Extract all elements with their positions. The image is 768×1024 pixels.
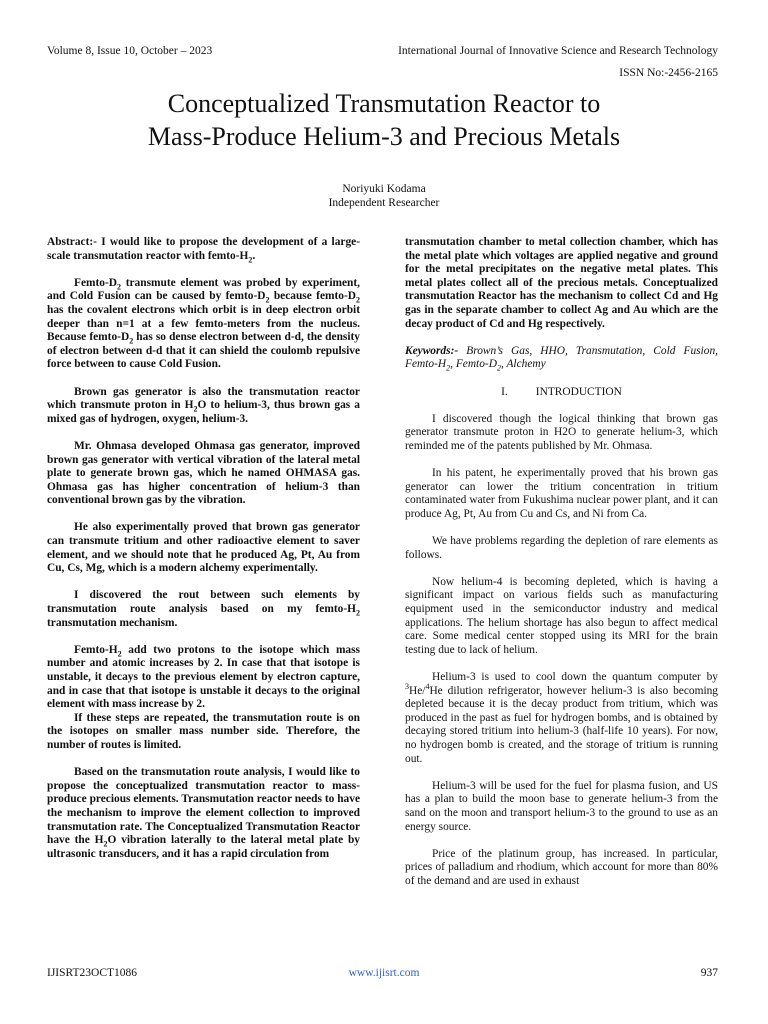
abstract-paragraph: If these steps are repeated, the transmutation route is on the isotopes on smaller mass number side. Therefore, the number of routes is limited. [47,711,360,751]
left-column [47,236,360,875]
body-paragraph: Helium-3 will be used for the fuel for plasma fusion, and US has a plan to build the moon base to generate helium-3 from the sand on the moon and transport helium-3 to the ground to use as an energy source. [405,779,718,833]
keywords-label: Keywords:- [405,344,459,357]
abstract-paragraph: Femto-$D_2$ transmute element was probed by experiment, and Cold Fusion can be caused by femto-$D_2$ because femto-$D_2$ has the covalent electrons which orbit is in deep electron orbit deeper than n=1 at a few femto-meters from the nucleus. Because femto-$D_2$ has so dense electron between d-d, the density of electron between d-d that it can shield the coulomb repulsive force between to cause Cold Fusion. [47,276,360,371]
body-paragraph: Helium-3 is used to cool down the quantum computer by $^3$He/$^4$He dilution refrigerator, however helium-3 is also becoming depleted because it is the decay product from tritium, which was produced in the past as fuel for hydrogen bombs, and is obtained by decaying stored tritium into helium-3 (half-life 10 years). For now, no hydrogen bomb is created, and the storage of tritium is running out. [405,671,718,765]
right-column [405,236,718,902]
section-heading: I. INTRODUCTION [501,385,622,398]
body-paragraph: Now helium-4 is becoming depleted, which is having a significant impact on various fields such as manufacturing equipment used in the semiconductor industry and medical applications. The helium shortage has also begun to affect medical care. Some medical center stopped using its MRI for the brain testing due to lack of helium. [405,575,718,656]
paper-id: IJISRT23OCT1086 [47,967,138,979]
author-affiliation: Independent Researcher [328,197,440,209]
body-paragraph: Price of the platinum group, has increased. In particular, prices of palladium and rhodium, which account for more than 80% of the demand and are used in exhaust [405,847,718,887]
volume-issue: Volume 8, Issue 10, October – 2023 [47,45,213,57]
title-line-2: Mass-Produce Helium-3 and Precious Metals [147,122,621,151]
abstract-paragraph: I discovered the rout between such elements by transmutation route analysis based on my femto-$H_2$ transmutation mechanism. [47,589,360,629]
body-paragraph: In his patent, he experimentally proved that his brown gas generator can lower the tritium concentration in tritium contaminated water from Fukushima nuclear power plant, and it can produce Ag, Pt, Au from Cu and Cs, and Ni from Ca. [405,467,718,520]
body-paragraph: We have problems regarding the depletion of rare elements as follows. [405,535,718,561]
abstract-paragraph: Femto-$H_2$ add two protons to the isotope which mass number and atomic increases by 2. In case that that isotope is unstable, it decays to the previous element by electron capture, and in case that that isotope is unstable it decays to the original element with mass increase by 2. [47,643,360,711]
title-line-1: Conceptualized Transmutation Reactor to [167,89,601,118]
keywords: Keywords:- Brown’s Gas, HHO, Transmutation, Cold Fusion, Femto-$H_2$, Femto-$D_2$, Alchemy [405,344,718,373]
author-name: Noriyuki Kodama [342,183,426,195]
abstract-paragraph: Abstract:- I would like to propose the development of a large-scale transmutation reactor with femto-$H_2$. [47,236,360,264]
abstract-paragraph: He also experimentally proved that brown gas generator can transmute tritium and other radioactive element to saver element, and we should note that he produced Ag, Pt, Au from Cu, Cs, Mg, which is a modern alchemy experimentally. [47,521,360,575]
journal-name: International Journal of Innovative Science and Research Technology [398,45,718,57]
page-number: 937 [700,967,718,979]
issn: ISSN No:-2456-2165 [619,67,718,79]
abstract-paragraph: transmutation chamber to metal collection chamber, which has the metal plate which voltages are applied negative and ground for the metal precipitates on the negative metal plates. This metal plates collect all of the precious metals. Conceptualized transmutation Reactor has the mechanism to collect Cd and Hg gas in the separate chamber to collect Ag and Au which are the decay product of Cd and Hg respectively. [405,236,718,330]
abstract-paragraph: Mr. Ohmasa developed Ohmasa gas generator, improved brown gas generator with vertical vibration of the lateral metal plate to generate brown gas, which he named OHMASA gas. Ohmasa gas has higher concentration of helium-3 than conventional brown gas by the vibration. [47,439,360,507]
paper-title [40,87,728,153]
body-paragraph: I discovered though the logical thinking that brown gas generator transmute proton in H2O to generate helium-3, which reminded me of the patents published by Mr. Ohmasa. [405,412,718,452]
abstract-paragraph: Brown gas generator is also the transmutation reactor which transmute proton in $H_2O$ to helium-3, thus brown gas a mixed gas of hydrogen, oxygen, helium-3. [47,385,360,425]
abstract-paragraph: Based on the transmutation route analysis, I would like to propose the conceptualized transmutation reactor to mass-produce precious elements. Transmutation reactor needs to have the mechanism to improve the element collection to improved transmutation rate. The Conceptualized Transmutation Reactor have the $H_2O$ vibration laterally to the lateral metal plate by ultrasonic transducers, and it has a rapid circulation from [47,766,360,860]
journal-url-link[interactable]: www.ijisrt.com [348,967,420,979]
